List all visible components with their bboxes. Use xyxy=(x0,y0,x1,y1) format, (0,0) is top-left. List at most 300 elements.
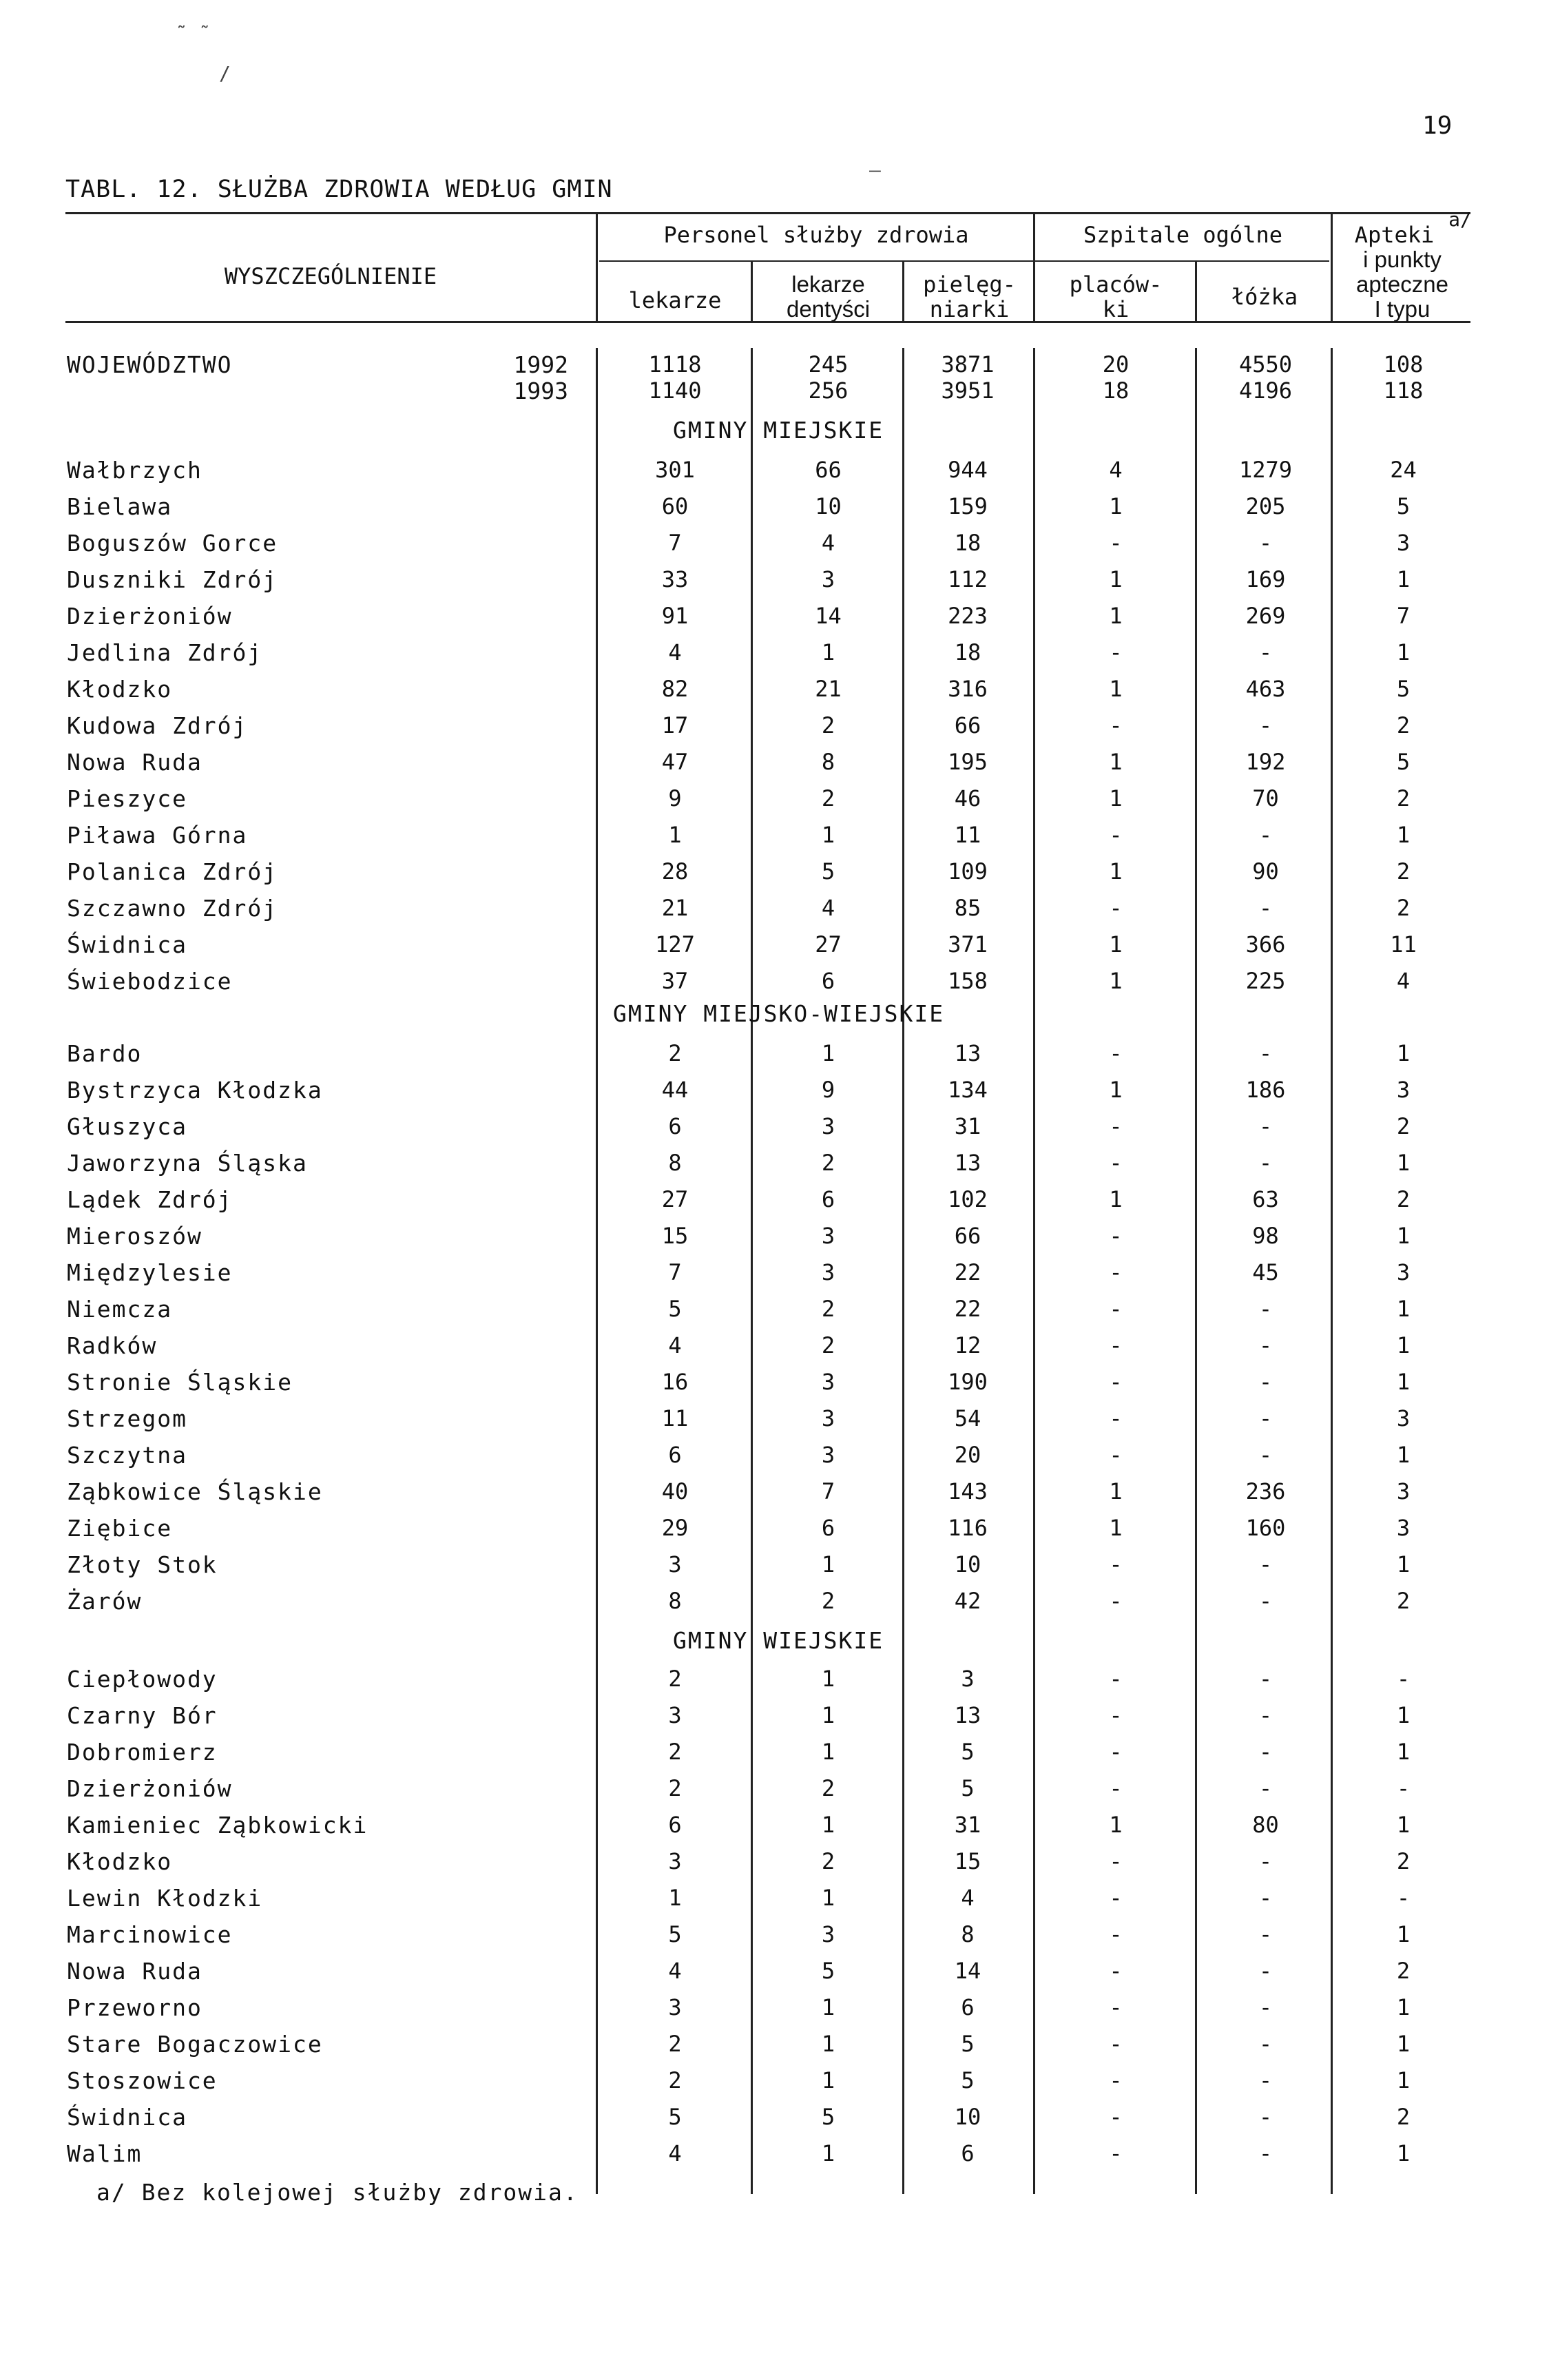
table-row xyxy=(0,2104,1560,2140)
cell-dentists: 1 xyxy=(821,1551,835,1577)
cell-nurses: 11 xyxy=(954,822,981,848)
table-row xyxy=(0,1812,1560,1848)
cell-facilities: - xyxy=(1109,712,1123,738)
cell-facilities: 1 xyxy=(1109,1478,1123,1504)
cell-facilities: 1 xyxy=(1109,858,1123,884)
header-col-dentists-1: lekarze xyxy=(791,271,865,297)
cell-facilities: 18 xyxy=(1102,377,1130,404)
cell-facilities: - xyxy=(1109,1296,1123,1322)
cell-beds: 225 xyxy=(1245,968,1286,994)
cell-nurses: 85 xyxy=(954,895,981,921)
cell-facilities: - xyxy=(1109,1775,1123,1801)
cell-facilities: - xyxy=(1109,1588,1123,1614)
cell-pharmacies: 3 xyxy=(1396,1515,1411,1541)
cell-facilities: - xyxy=(1109,1259,1123,1285)
cell-doctors: 5 xyxy=(668,1296,682,1322)
cell-pharmacies: 5 xyxy=(1396,493,1411,519)
cell-beds: - xyxy=(1258,895,1273,921)
header-top-rule xyxy=(65,212,1470,214)
cell-dentists: 1 xyxy=(821,1994,835,2020)
cell-nurses: 109 xyxy=(948,858,988,884)
cell-nurses: 13 xyxy=(954,1150,981,1176)
cell-doctors: 27 xyxy=(661,1186,689,1212)
cell-nurses: 54 xyxy=(954,1405,981,1431)
cell-dentists: 2 xyxy=(821,712,835,738)
row-name: Polanica Zdrój xyxy=(67,858,278,885)
cell-beds: 1279 xyxy=(1238,457,1293,483)
table-row xyxy=(0,530,1560,566)
cell-beds: - xyxy=(1258,1442,1273,1468)
section-title: GMINY WIEJSKIE xyxy=(673,1627,884,1654)
table-row xyxy=(0,968,1560,1004)
cell-nurses: 15 xyxy=(954,1848,981,1874)
cell-beds: - xyxy=(1258,1405,1273,1431)
cell-beds: - xyxy=(1258,1958,1273,1984)
cell-nurses: 31 xyxy=(954,1113,981,1139)
cell-beds: - xyxy=(1258,712,1273,738)
cell-facilities: 1 xyxy=(1109,566,1123,592)
cell-beds: - xyxy=(1258,1848,1273,1874)
cell-dentists: 66 xyxy=(815,457,842,483)
cell-pharmacies: 1 xyxy=(1396,1369,1411,1395)
cell-dentists: 1 xyxy=(821,1666,835,1692)
cell-pharmacies: 1 xyxy=(1396,1739,1411,1765)
table-title: TABL. 12. SŁUŻBA ZDROWIA WEDŁUG GMIN xyxy=(65,176,613,203)
cell-nurses: 22 xyxy=(954,1296,981,1322)
cell-doctors: 28 xyxy=(661,858,689,884)
cell-pharmacies: 1 xyxy=(1396,566,1411,592)
row-name: Bystrzyca Kłodzka xyxy=(67,1077,323,1104)
header-col-pharmacies-1: Apteki xyxy=(1354,222,1435,248)
cell-beds: 90 xyxy=(1252,858,1279,884)
cell-beds: - xyxy=(1258,1369,1273,1395)
cell-beds: - xyxy=(1258,1775,1273,1801)
table-row xyxy=(0,1958,1560,1994)
cell-dentists: 27 xyxy=(815,931,842,958)
cell-pharmacies: 2 xyxy=(1396,1848,1411,1874)
row-name: Kamieniec Ząbkowicki xyxy=(67,1812,368,1839)
header-divider xyxy=(1033,214,1035,321)
table-row xyxy=(0,1775,1560,1812)
cell-doctors: 2 xyxy=(668,2067,682,2093)
row-name: Stoszowice xyxy=(67,2067,218,2094)
cell-facilities: - xyxy=(1109,2104,1123,2130)
cell-nurses: 223 xyxy=(948,603,988,629)
cell-dentists: 1 xyxy=(821,1812,835,1838)
section-title: GMINY MIEJSKIE xyxy=(673,417,884,444)
cell-pharmacies: 24 xyxy=(1390,457,1417,483)
cell-dentists: 2 xyxy=(821,1296,835,1322)
cell-pharmacies: 1 xyxy=(1396,1332,1411,1358)
cell-doctors: 5 xyxy=(668,1921,682,1947)
cell-pharmacies: 3 xyxy=(1396,1077,1411,1103)
cell-doctors: 301 xyxy=(655,457,695,483)
row-name: Pieszyce xyxy=(67,785,187,812)
cell-dentists: 3 xyxy=(821,566,835,592)
cell-beds: - xyxy=(1258,1739,1273,1765)
cell-facilities: - xyxy=(1109,1405,1123,1431)
header-col-pharmacies-3: apteczne xyxy=(1356,271,1448,297)
cell-doctors: 16 xyxy=(661,1369,689,1395)
row-name: Lądek Zdrój xyxy=(67,1186,233,1213)
table-row xyxy=(0,1369,1560,1405)
cell-dentists: 1 xyxy=(821,1702,835,1728)
row-name: Walim xyxy=(67,2140,143,2167)
cell-beds: - xyxy=(1258,639,1273,665)
section-title: GMINY MIEJSKO-WIEJSKIE xyxy=(613,1000,945,1027)
cell-beds: - xyxy=(1258,1994,1273,2020)
row-name: Stronie Śląskie xyxy=(67,1369,293,1396)
cell-beds: 186 xyxy=(1245,1077,1286,1103)
cell-facilities: - xyxy=(1109,2140,1123,2166)
cell-dentists: 10 xyxy=(815,493,842,519)
cell-facilities: - xyxy=(1109,1666,1123,1692)
cell-nurses: 371 xyxy=(948,931,988,958)
table-row xyxy=(0,858,1560,895)
cell-nurses: 18 xyxy=(954,639,981,665)
cell-nurses: 18 xyxy=(954,530,981,556)
cell-pharmacies: 4 xyxy=(1396,968,1411,994)
cell-doctors: 15 xyxy=(661,1223,689,1249)
cell-beds: - xyxy=(1258,1332,1273,1358)
cell-doctors: 1 xyxy=(668,1885,682,1911)
cell-nurses: 22 xyxy=(954,1259,981,1285)
cell-dentists: 6 xyxy=(821,1186,835,1212)
cell-beds: - xyxy=(1258,1885,1273,1911)
table-row xyxy=(0,493,1560,530)
table-row xyxy=(0,1666,1560,1702)
table-row xyxy=(0,1405,1560,1442)
cell-doctors: 3 xyxy=(668,1702,682,1728)
table-row xyxy=(0,1150,1560,1186)
row-name: Duszniki Zdrój xyxy=(67,566,278,593)
cell-pharmacies: - xyxy=(1396,1885,1411,1911)
cell-pharmacies: 1 xyxy=(1396,2031,1411,2057)
cell-doctors: 2 xyxy=(668,2031,682,2057)
cell-doctors: 2 xyxy=(668,1666,682,1692)
cell-dentists: 1 xyxy=(821,822,835,848)
row-name: Stare Bogaczowice xyxy=(67,2031,323,2058)
cell-doctors: 8 xyxy=(668,1588,682,1614)
cell-pharmacies: 1 xyxy=(1396,1296,1411,1322)
cell-doctors: 47 xyxy=(661,749,689,775)
header-divider xyxy=(596,214,598,321)
row-name: Marcinowice xyxy=(67,1921,233,1948)
cell-dentists: 1 xyxy=(821,1040,835,1066)
page-number: 19 xyxy=(1422,112,1453,140)
cell-nurses: 143 xyxy=(948,1478,988,1504)
row-name: Radków xyxy=(67,1332,158,1359)
cell-doctors: 6 xyxy=(668,1113,682,1139)
table-row xyxy=(0,566,1560,603)
row-name: Bardo xyxy=(67,1040,143,1067)
cell-doctors: 9 xyxy=(668,785,682,811)
header-col-nurses-2: niarki xyxy=(929,296,1010,322)
cell-doctors: 44 xyxy=(661,1077,689,1103)
cell-beds: 269 xyxy=(1245,603,1286,629)
cell-beds: 366 xyxy=(1245,931,1286,958)
table-row xyxy=(0,1739,1560,1775)
table-row xyxy=(0,822,1560,858)
cell-pharmacies: 2 xyxy=(1396,785,1411,811)
cell-facilities: - xyxy=(1109,1040,1123,1066)
cell-dentists: 21 xyxy=(815,676,842,702)
table-row xyxy=(0,1551,1560,1588)
cell-doctors: 2 xyxy=(668,1739,682,1765)
cell-nurses: 12 xyxy=(954,1332,981,1358)
cell-dentists: 5 xyxy=(821,1958,835,1984)
cell-doctors: 2 xyxy=(668,1040,682,1066)
cell-nurses: 5 xyxy=(961,2031,975,2057)
table-row xyxy=(0,931,1560,968)
cell-nurses: 10 xyxy=(954,1551,981,1577)
row-year: 1993 xyxy=(513,377,568,404)
cell-beds: 70 xyxy=(1252,785,1279,811)
header-col-doctors: lekarze xyxy=(628,287,722,313)
cell-dentists: 3 xyxy=(821,1223,835,1249)
cell-facilities: - xyxy=(1109,1442,1123,1468)
cell-pharmacies: 1 xyxy=(1396,1994,1411,2020)
row-name: Nowa Ruda xyxy=(67,749,202,776)
cell-dentists: 1 xyxy=(821,2067,835,2093)
row-name: Nowa Ruda xyxy=(67,1958,202,1985)
cell-nurses: 46 xyxy=(954,785,981,811)
cell-facilities: - xyxy=(1109,1223,1123,1249)
cell-pharmacies: 108 xyxy=(1383,351,1424,377)
cell-doctors: 6 xyxy=(668,1442,682,1468)
table-row xyxy=(0,603,1560,639)
cell-facilities: - xyxy=(1109,1848,1123,1874)
table-row xyxy=(0,1702,1560,1739)
cell-doctors: 40 xyxy=(661,1478,689,1504)
cell-beds: - xyxy=(1258,1702,1273,1728)
cell-pharmacies: 11 xyxy=(1390,931,1417,958)
cell-beds: 463 xyxy=(1245,676,1286,702)
header-col-beds: łóżka xyxy=(1231,284,1298,310)
row-name: Kłodzko xyxy=(67,676,173,703)
cell-pharmacies: 1 xyxy=(1396,1702,1411,1728)
row-name: Dzierżoniów xyxy=(67,1775,233,1802)
row-name: Jedlina Zdrój xyxy=(67,639,263,666)
cell-doctors: 4 xyxy=(668,2140,682,2166)
table-row xyxy=(0,749,1560,785)
row-name: Boguszów Gorce xyxy=(67,530,278,557)
cell-nurses: 31 xyxy=(954,1812,981,1838)
cell-facilities: - xyxy=(1109,1332,1123,1358)
cell-doctors: 3 xyxy=(668,1848,682,1874)
cell-facilities: - xyxy=(1109,1150,1123,1176)
cell-pharmacies: 2 xyxy=(1396,895,1411,921)
cell-beds: - xyxy=(1258,1588,1273,1614)
table-row xyxy=(0,1040,1560,1077)
row-name: Żarów xyxy=(67,1588,143,1615)
cell-beds: - xyxy=(1258,1551,1273,1577)
cell-pharmacies: 3 xyxy=(1396,1259,1411,1285)
table-row xyxy=(0,1885,1560,1921)
header-divider xyxy=(751,262,753,321)
cell-facilities: - xyxy=(1109,1958,1123,1984)
row-name: Piława Górna xyxy=(67,822,248,849)
cell-facilities: 20 xyxy=(1102,351,1130,377)
cell-facilities: - xyxy=(1109,1369,1123,1395)
row-name: Świdnica xyxy=(67,931,187,958)
cell-pharmacies: 1 xyxy=(1396,1223,1411,1249)
cell-dentists: 5 xyxy=(821,858,835,884)
cell-dentists: 3 xyxy=(821,1369,835,1395)
row-name: Kudowa Zdrój xyxy=(67,712,248,739)
cell-doctors: 4 xyxy=(668,639,682,665)
row-name: Ziębice xyxy=(67,1515,173,1542)
cell-dentists: 8 xyxy=(821,749,835,775)
cell-nurses: 8 xyxy=(961,1921,975,1947)
cell-facilities: 1 xyxy=(1109,931,1123,958)
cell-beds: - xyxy=(1258,1040,1273,1066)
cell-nurses: 20 xyxy=(954,1442,981,1468)
cell-nurses: 42 xyxy=(954,1588,981,1614)
row-name: Jaworzyna Śląska xyxy=(67,1150,308,1177)
cell-nurses: 10 xyxy=(954,2104,981,2130)
cell-doctors: 8 xyxy=(668,1150,682,1176)
cell-nurses: 190 xyxy=(948,1369,988,1395)
cell-dentists: 3 xyxy=(821,1113,835,1139)
table-row xyxy=(0,785,1560,822)
cell-beds: 4196 xyxy=(1238,377,1293,404)
table-row xyxy=(0,1442,1560,1478)
table-row xyxy=(0,1113,1560,1150)
cell-beds: 45 xyxy=(1252,1259,1279,1285)
header-divider xyxy=(902,262,904,321)
cell-pharmacies: 118 xyxy=(1383,377,1424,404)
cell-facilities: - xyxy=(1109,1994,1123,2020)
row-name: Czarny Bór xyxy=(67,1702,218,1729)
table-row xyxy=(0,1296,1560,1332)
cell-pharmacies: 7 xyxy=(1396,603,1411,629)
cell-nurses: 6 xyxy=(961,2140,975,2166)
table-row xyxy=(0,1994,1560,2031)
cell-pharmacies: 1 xyxy=(1396,2140,1411,2166)
cell-facilities: 1 xyxy=(1109,968,1123,994)
header-mid-rule xyxy=(599,260,1329,262)
cell-doctors: 29 xyxy=(661,1515,689,1541)
cell-pharmacies: 2 xyxy=(1396,712,1411,738)
cell-pharmacies: 1 xyxy=(1396,822,1411,848)
cell-dentists: 4 xyxy=(821,895,835,921)
cell-dentists: 1 xyxy=(821,1885,835,1911)
cell-beds: - xyxy=(1258,1150,1273,1176)
cell-nurses: 5 xyxy=(961,2067,975,2093)
cell-nurses: 66 xyxy=(954,1223,981,1249)
cell-beds: - xyxy=(1258,2067,1273,2093)
cell-pharmacies: 1 xyxy=(1396,1442,1411,1468)
row-name: Mieroszów xyxy=(67,1223,202,1250)
cell-doctors: 17 xyxy=(661,712,689,738)
cell-dentists: 5 xyxy=(821,2104,835,2130)
cell-pharmacies: 3 xyxy=(1396,1478,1411,1504)
table-row xyxy=(0,377,1560,414)
cell-pharmacies: 2 xyxy=(1396,1958,1411,1984)
cell-beds: 98 xyxy=(1252,1223,1279,1249)
cell-pharmacies: 1 xyxy=(1396,1040,1411,1066)
cell-doctors: 33 xyxy=(661,566,689,592)
cell-dentists: 2 xyxy=(821,1332,835,1358)
cell-facilities: 1 xyxy=(1109,676,1123,702)
cell-facilities: 1 xyxy=(1109,749,1123,775)
cell-dentists: 2 xyxy=(821,1150,835,1176)
cell-beds: - xyxy=(1258,2104,1273,2130)
cell-dentists: 9 xyxy=(821,1077,835,1103)
row-name: Międzylesie xyxy=(67,1259,233,1286)
cell-nurses: 5 xyxy=(961,1739,975,1765)
row-name: Przeworno xyxy=(67,1994,202,2021)
table-row xyxy=(0,1332,1560,1369)
table-row xyxy=(0,1223,1560,1259)
cell-nurses: 316 xyxy=(948,676,988,702)
cell-beds: - xyxy=(1258,1921,1273,1947)
cell-beds: - xyxy=(1258,1666,1273,1692)
table-row xyxy=(0,1077,1560,1113)
header-group-hospitals: Szpitale ogólne xyxy=(1083,222,1282,248)
cell-dentists: 1 xyxy=(821,639,835,665)
cell-facilities: 4 xyxy=(1109,457,1123,483)
cell-dentists: 14 xyxy=(815,603,842,629)
cell-nurses: 4 xyxy=(961,1885,975,1911)
cell-nurses: 13 xyxy=(954,1702,981,1728)
cell-facilities: - xyxy=(1109,1921,1123,1947)
header-col-nurses-1: pielęg- xyxy=(923,271,1016,298)
cell-nurses: 6 xyxy=(961,1994,975,2020)
cell-dentists: 2 xyxy=(821,785,835,811)
cell-pharmacies: - xyxy=(1396,1666,1411,1692)
cell-pharmacies: - xyxy=(1396,1775,1411,1801)
cell-beds: 169 xyxy=(1245,566,1286,592)
cell-dentists: 2 xyxy=(821,1588,835,1614)
cell-doctors: 82 xyxy=(661,676,689,702)
header-group-personnel: Personel służby zdrowia xyxy=(663,222,969,248)
cell-doctors: 91 xyxy=(661,603,689,629)
cell-facilities: 1 xyxy=(1109,603,1123,629)
cell-pharmacies: 5 xyxy=(1396,676,1411,702)
cell-facilities: - xyxy=(1109,1551,1123,1577)
cell-facilities: - xyxy=(1109,1739,1123,1765)
header-col-pharmacies-2: i punkty xyxy=(1363,247,1442,272)
cell-beds: - xyxy=(1258,2140,1273,2166)
cell-beds: - xyxy=(1258,2031,1273,2057)
cell-beds: 4550 xyxy=(1238,351,1293,377)
cell-dentists: 6 xyxy=(821,1515,835,1541)
corner-slash: / xyxy=(219,62,231,85)
cell-pharmacies: 3 xyxy=(1396,1405,1411,1431)
cell-nurses: 944 xyxy=(948,457,988,483)
row-name: Szczawno Zdrój xyxy=(67,895,278,922)
cell-pharmacies: 2 xyxy=(1396,1186,1411,1212)
cell-doctors: 1 xyxy=(668,822,682,848)
cell-beds: 80 xyxy=(1252,1812,1279,1838)
header-divider xyxy=(1331,214,1333,321)
cell-beds: - xyxy=(1258,1296,1273,1322)
cell-beds: - xyxy=(1258,1113,1273,1139)
header-col-pharmacies-4: I typu xyxy=(1374,296,1431,322)
cell-nurses: 159 xyxy=(948,493,988,519)
cell-pharmacies: 1 xyxy=(1396,639,1411,665)
cell-dentists: 1 xyxy=(821,1739,835,1765)
cell-pharmacies: 2 xyxy=(1396,1113,1411,1139)
cell-facilities: 1 xyxy=(1109,1186,1123,1212)
cell-pharmacies: 3 xyxy=(1396,530,1411,556)
row-year: 1992 xyxy=(513,351,568,378)
cell-nurses: 3871 xyxy=(941,351,995,377)
cell-nurses: 112 xyxy=(948,566,988,592)
row-name: Świdnica xyxy=(67,2104,187,2131)
